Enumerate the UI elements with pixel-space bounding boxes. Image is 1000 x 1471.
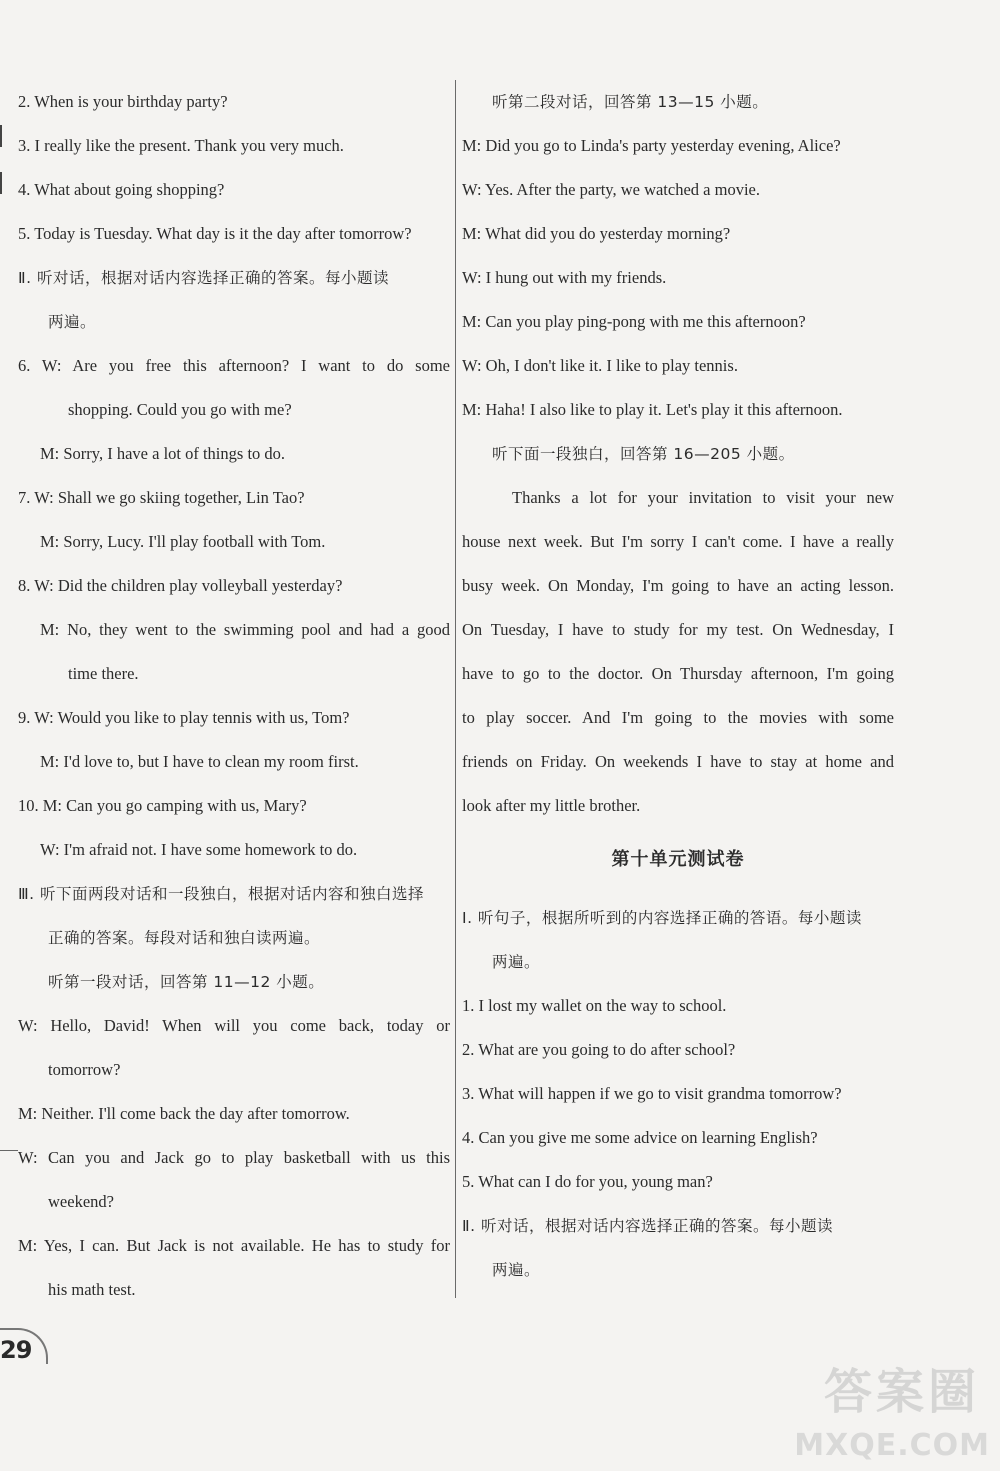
text-line: shopping. Could you go with me? [68,400,292,419]
text-line: 7. W: Shall we go skiing together, Lin Tao? [18,488,305,507]
text-line: On Tuesday, I have to study for my test. On Wednesday, I [462,620,894,639]
text-line: M: Haha! I also like to play it. Let's play it this afternoon. [462,400,843,419]
text-line: 3. I really like the present. Thank you very much. [18,136,344,155]
text-line: 8. W: Did the children play volleyball yesterday? [18,576,343,595]
text-line: Ⅱ. 听对话，根据对话内容选择正确的答案。每小题读 [18,269,389,287]
text-line: W: I'm afraid not. I have some homework to do. [40,840,358,859]
text-line: M: Neither. I'll come back the day after tomorrow. [18,1104,350,1123]
text-line: 5. What can I do for you, young man? [462,1172,713,1191]
text-line: have to go to the doctor. On Thursday afternoon, I'm going [462,664,894,683]
text-line: 两遍。 [48,313,97,331]
page-number: 29 [0,1336,32,1364]
text-line: M: What did you do yesterday morning? [462,224,731,243]
text-line: look after my little brother. [462,796,641,815]
text-line: 9. W: Would you like to play tennis with us, Tom? [18,708,350,727]
margin-rule [0,1150,18,1151]
left-column [18,80,450,1312]
unit-10-test-heading: 第十单元测试卷 [611,849,745,870]
text-line: 2. What are you going to do after school? [462,1040,736,1059]
text-line: 听第一段对话，回答第 11—12 小题。 [48,973,325,991]
text-line: Ⅲ. 听下面两段对话和一段独白，根据对话内容和独白选择 [18,885,425,903]
watermark-title: 答案圈 [823,1364,980,1420]
text-line: 10. M: Can you go camping with us, Mary? [18,796,307,815]
text-line: W: Oh, I don't like it. I like to play tennis. [462,356,738,375]
right-column [462,80,894,1292]
text-line: his math test. [48,1280,136,1299]
text-line: Thanks a lot for your invitation to visit your new [512,488,894,507]
text-line: M: No, they went to the swimming pool and had a good [40,620,450,639]
left-margin-mark [0,172,2,194]
watermark-logo [760,1353,990,1463]
text-line: 1. I lost my wallet on the way to school. [462,996,727,1015]
text-line: time there. [68,664,139,683]
text-line: W: Hello, David! When will you come back, today or [18,1016,450,1035]
text-line: to play soccer. And I'm going to the movies with some [462,708,894,727]
text-line: M: Yes, I can. But Jack is not available. He has to study for [18,1236,450,1255]
text-line: 2. When is your birthday party? [18,92,228,111]
unit-10-test-script [462,896,894,1292]
text-line: W: Can you and Jack go to play basketball with us this [18,1148,450,1167]
text-line: 4. What about going shopping? [18,180,225,199]
text-line: 3. What will happen if we go to visit grandma tomorrow? [462,1084,842,1103]
text-line: house next week. But I'm sorry I can't come. I have a really [462,532,894,551]
text-line: M: I'd love to, but I have to clean my room first. [40,752,359,771]
text-line: 5. Today is Tuesday. What day is it the day after tomorrow? [18,224,412,243]
text-line: M: Can you play ping-pong with me this afternoon? [462,312,806,331]
text-line: 6. W: Are you free this afternoon? I want to do some [18,356,450,375]
right-column-listening-script [462,80,894,828]
text-line: M: Did you go to Linda's party yesterday evening, Alice? [462,136,841,155]
watermark-url: MXQE.COM [794,1428,990,1463]
text-line: 两遍。 [492,953,541,971]
text-line: 听第二段对话，回答第 13—15 小题。 [492,93,769,111]
text-line: 听下面一段独白，回答第 16—205 小题。 [492,445,795,463]
text-line: busy week. On Monday, I'm going to have an acting lesson. [462,576,894,595]
text-line: Ⅰ. 听句子，根据所听到的内容选择正确的答语。每小题读 [462,909,862,927]
text-line: friends on Friday. On weekends I have to stay at home and [462,752,894,771]
text-line: tomorrow? [48,1060,121,1079]
text-line: 正确的答案。每段对话和独白读两遍。 [48,929,321,947]
column-divider [455,80,456,1298]
text-line: 4. Can you give me some advice on learning English? [462,1128,818,1147]
text-line: 两遍。 [492,1261,541,1279]
text-line: M: Sorry, Lucy. I'll play football with Tom. [40,532,326,551]
text-line: Ⅱ. 听对话，根据对话内容选择正确的答案。每小题读 [462,1217,833,1235]
left-margin-mark [0,125,2,147]
text-line: weekend? [48,1192,114,1211]
text-line: W: Yes. After the party, we watched a movie. [462,180,760,199]
text-line: M: Sorry, I have a lot of things to do. [40,444,286,463]
text-line: W: I hung out with my friends. [462,268,667,287]
